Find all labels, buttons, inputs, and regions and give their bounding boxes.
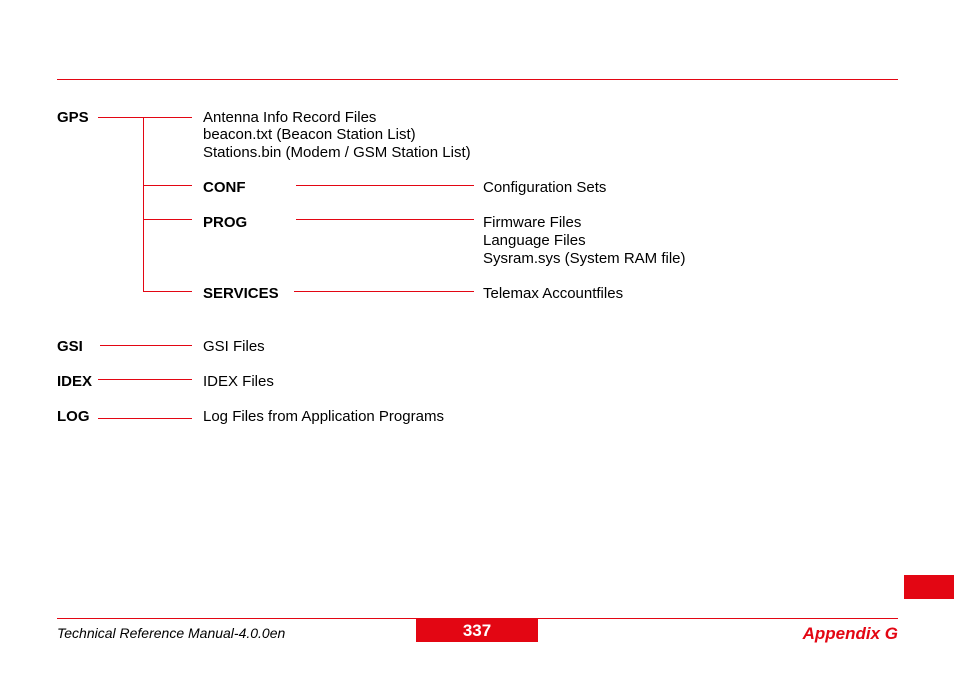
connector-gps-vertical bbox=[143, 117, 144, 291]
header-rule bbox=[57, 79, 898, 80]
idex-file-0: IDEX Files bbox=[203, 373, 274, 390]
gps-file-2: Stations.bin (Modem / GSM Station List) bbox=[203, 144, 471, 161]
folder-log: LOG bbox=[57, 408, 90, 425]
connector-prog-branch bbox=[143, 219, 192, 220]
prog-file-0: Firmware Files bbox=[483, 214, 582, 231]
gps-file-1: beacon.txt (Beacon Station List) bbox=[203, 126, 416, 143]
connector-prog bbox=[296, 219, 474, 220]
connector-log bbox=[98, 418, 192, 419]
folder-services: SERVICES bbox=[203, 285, 279, 302]
gps-file-0: Antenna Info Record Files bbox=[203, 109, 377, 126]
folder-gsi: GSI bbox=[57, 338, 83, 355]
connector-conf-branch bbox=[143, 185, 192, 186]
section-tab-marker bbox=[904, 575, 954, 599]
page-number: 337 bbox=[416, 619, 538, 642]
connector-services-branch bbox=[143, 291, 192, 292]
prog-file-2: Sysram.sys (System RAM file) bbox=[483, 250, 686, 267]
log-file-0: Log Files from Application Programs bbox=[203, 408, 444, 425]
connector-idex bbox=[98, 379, 192, 380]
folder-idex: IDEX bbox=[57, 373, 93, 390]
footer-section-title: Appendix G bbox=[802, 624, 898, 643]
connector-gsi bbox=[100, 345, 192, 346]
folder-prog: PROG bbox=[203, 214, 248, 231]
footer-manual-title: Technical Reference Manual-4.0.0en bbox=[57, 625, 286, 641]
folder-gps: GPS bbox=[57, 109, 89, 126]
services-file-0: Telemax Accountfiles bbox=[483, 285, 624, 302]
conf-file-0: Configuration Sets bbox=[483, 179, 607, 196]
gsi-file-0: GSI Files bbox=[203, 338, 265, 355]
prog-file-1: Language Files bbox=[483, 232, 586, 249]
connector-conf bbox=[296, 185, 474, 186]
connector-gps bbox=[98, 117, 192, 118]
connector-services bbox=[294, 291, 474, 292]
folder-conf: CONF bbox=[203, 179, 246, 196]
